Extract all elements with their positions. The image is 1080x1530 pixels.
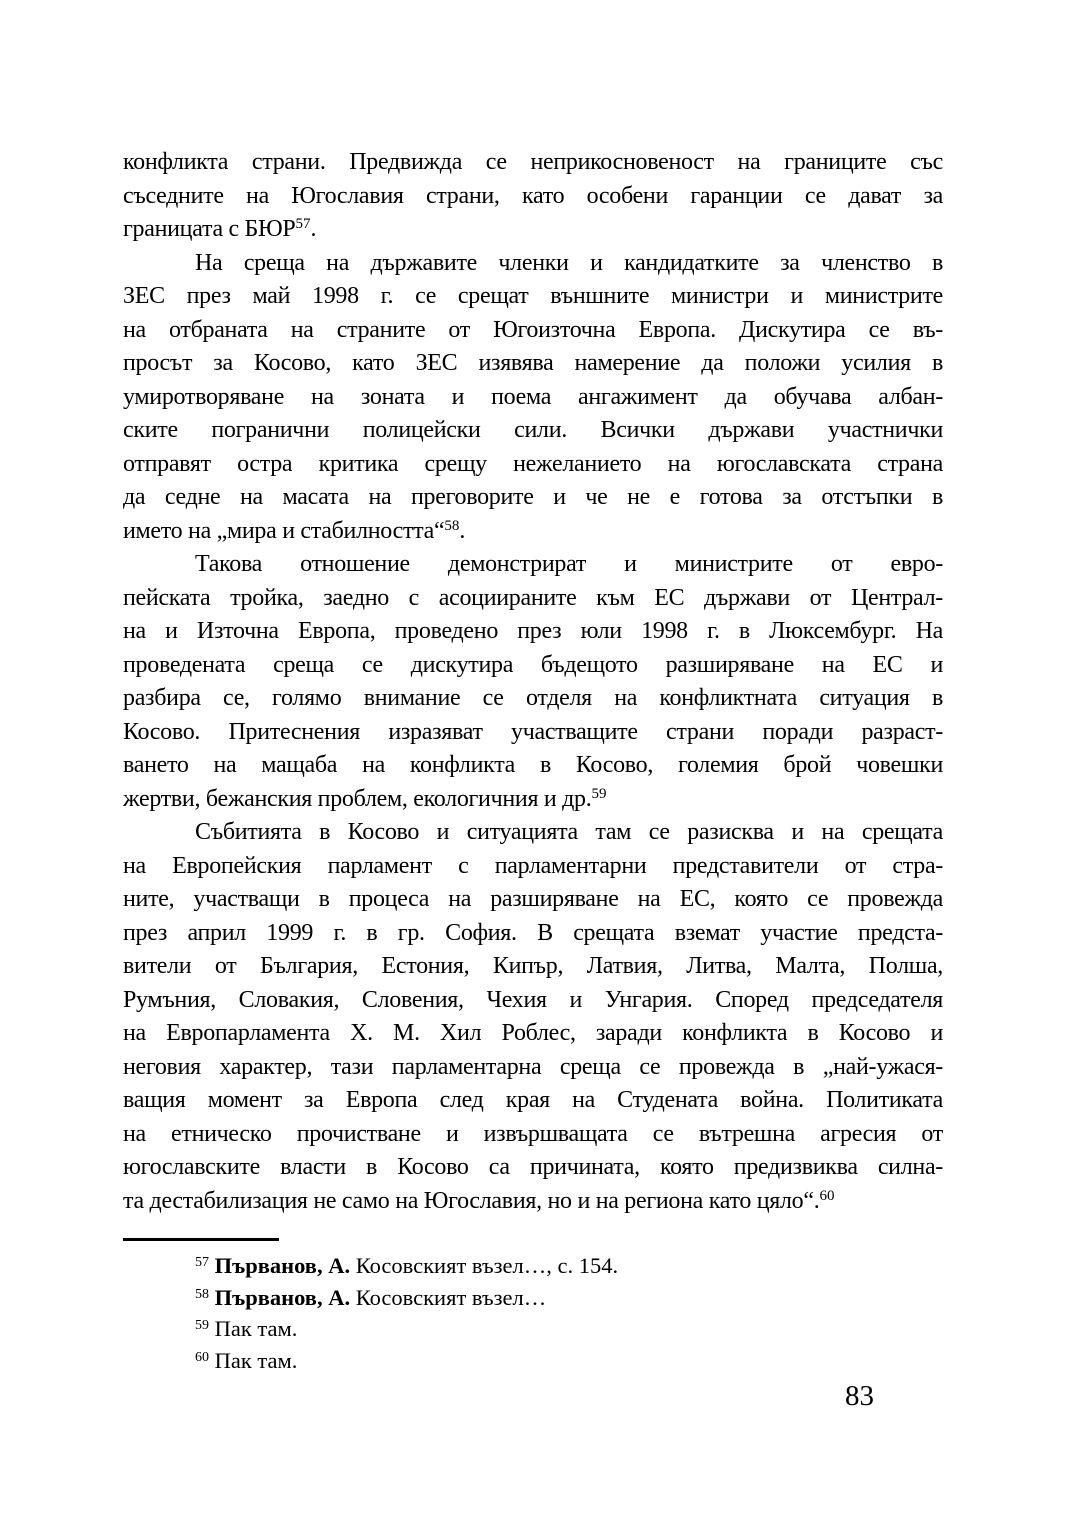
- text-line: на Европейския парламент с парламентарни представители от стра-: [123, 852, 943, 879]
- paragraph-3: [123, 548, 943, 816]
- text-segment: границата с БЮР: [123, 216, 296, 242]
- text-line: пейската тройка, заедно с асоциираните към ЕС държави от Централ-: [123, 584, 943, 611]
- text-line: Такова отношение демонстрират и министрите от евро-: [195, 551, 943, 577]
- text-line: [123, 213, 943, 247]
- footnote-ref-60: 60: [819, 1187, 835, 1204]
- text-segment: та дестабилизация не само на Югославия, но и на региона като цяло“.: [123, 1187, 820, 1214]
- text-line: вители от България, Естония, Кипър, Латвия, Литва, Малта, Полша,: [123, 953, 943, 979]
- text-line: проведената среща се дискутира бъдещото разширяване на ЕС и: [123, 651, 943, 678]
- footnote-ref-57: 57: [295, 216, 311, 232]
- text-line: неговия характер, тази парламентарна среща се провежда в „най-ужася-: [123, 1053, 943, 1080]
- text-segment: .: [310, 216, 317, 242]
- footnote-number: 57: [195, 1255, 209, 1270]
- text-line: на отбраната на страните от Югоизточна Европа. Дискутира се въ-: [123, 316, 943, 343]
- text-line: разбира се, голямо внимание се отделя на конфликтната ситуация в: [123, 685, 943, 711]
- text-line: на етническо прочистване и извършващата се вътрешна агресия от: [123, 1120, 943, 1147]
- text-line: [123, 515, 943, 549]
- footnote-58: [123, 1282, 943, 1314]
- footnote-number: 60: [195, 1349, 209, 1365]
- footnote-text: Пак там.: [214, 1316, 298, 1341]
- footnote-author: Първанов, А.: [214, 1284, 356, 1310]
- text-line: конфликта страни. Предвижда се неприкосновеност на границите със: [123, 149, 943, 175]
- footnote-57: [123, 1250, 943, 1282]
- text-line: ните, участващи в процеса на разширяване на ЕС, която се провежда: [123, 886, 943, 912]
- text-segment: името на „мира и стабилността“: [123, 517, 445, 544]
- text-line: да седне на масата на преговорите и че не е готова за отстъпки в: [123, 484, 943, 510]
- footnote-number: 58: [195, 1286, 209, 1302]
- footnote-divider: [123, 1238, 279, 1241]
- text-line: [123, 783, 943, 817]
- footnote-text: Косовският възел…: [355, 1284, 547, 1310]
- text-line: умиротворяване на зоната и поема ангажимент да обучава албан-: [123, 383, 943, 410]
- footnote-ref-59: 59: [591, 785, 607, 802]
- text-line: ването на мащаба на конфликта в Косово, големия брой човешки: [123, 752, 943, 778]
- text-line: на и Източна Европа, проведено през юли 1998 г. в Люксембург. На: [123, 618, 943, 644]
- footnote-59: [123, 1313, 943, 1345]
- footnote-text: Косовският възел…, с. 154.: [355, 1253, 619, 1278]
- text-segment: жертви, бежанския проблем, екологичния и др.: [123, 785, 592, 812]
- paragraph-4: [123, 816, 943, 1218]
- page-number: 83: [845, 1380, 874, 1412]
- text-line: просът за Косово, като ЗЕС изявява намерение да положи усилия в: [123, 350, 943, 376]
- text-segment: .: [459, 517, 466, 544]
- paragraph-1: [123, 146, 943, 247]
- footnote-author: Първанов, А.: [214, 1253, 356, 1278]
- body-text: [123, 146, 943, 1218]
- text-line: [123, 1185, 943, 1219]
- text-line: ските погранични полицейски сили. Всички държави участнички: [123, 417, 943, 443]
- text-line: на Европарламента Х. М. Хил Роблес, заради конфликта в Косово и: [123, 1020, 943, 1046]
- text-line: югославските власти в Косово са причината, която предизвиква силна-: [123, 1154, 943, 1180]
- footnote-number: 59: [195, 1318, 209, 1333]
- footnote-text: Пак там.: [214, 1347, 298, 1373]
- text-line: през април 1999 г. в гр. София. В срещата вземат участие предста-: [123, 919, 943, 946]
- text-line: Събитията в Косово и ситуацията там се разисква и на срещата: [195, 819, 943, 845]
- text-line: Румъния, Словакия, Словения, Чехия и Унгария. Според председателя: [123, 986, 943, 1013]
- text-line: ващия момент за Европа след края на Студената война. Политиката: [123, 1087, 943, 1113]
- footnote-ref-58: 58: [444, 517, 460, 534]
- text-line: отправят остра критика срещу нежеланието на югославската страна: [123, 450, 943, 477]
- text-line: Косово. Притеснения изразяват участващите страни поради разраст-: [123, 718, 943, 745]
- text-line: ЗЕС през май 1998 г. се срещат външните министри и министрите: [123, 283, 943, 309]
- footnote-60: [123, 1345, 943, 1377]
- text-line: На среща на държавите членки и кандидатките за членство в: [195, 249, 943, 276]
- text-line: съседните на Югославия страни, като особени гаранции се дават за: [123, 182, 943, 209]
- paragraph-2: [123, 247, 943, 549]
- footnotes-section: [123, 1238, 943, 1376]
